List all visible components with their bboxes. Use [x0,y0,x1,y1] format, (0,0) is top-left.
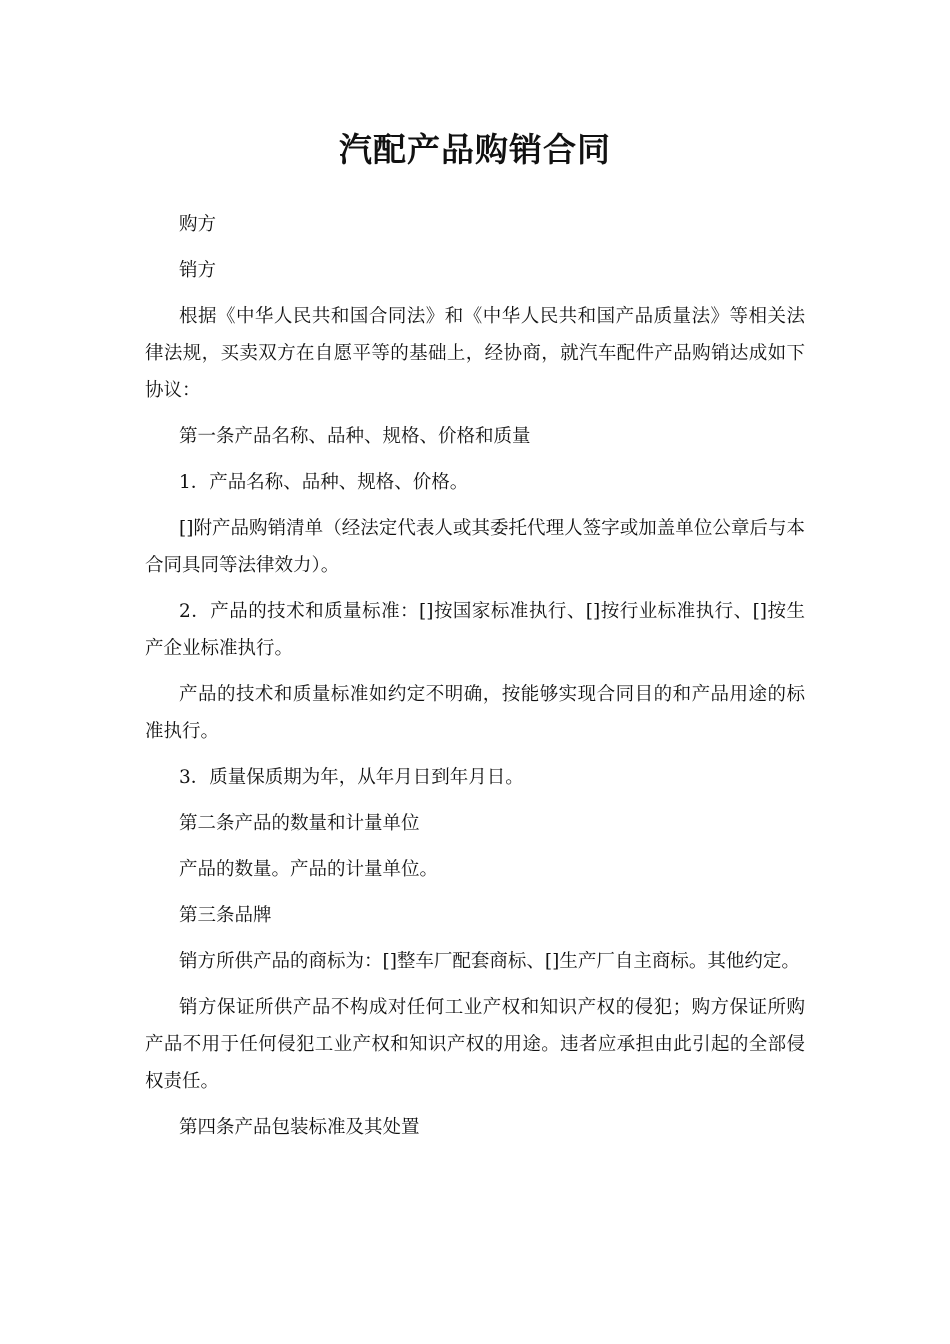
article-3-ip: 销方保证所供产品不构成对任何工业产权和知识产权的侵犯；购方保证所购产品不用于任何侵犯工业产权和知识产权的用途。违者应承担由此引起的全部侵权责任。 [145,997,805,1092]
preamble-paragraph: 根据《中华人民共和国合同法》和《中华人民共和国产品质量法》等相关法律法规，买卖双方在自愿平等的基础上，经协商，就汽车配件产品购销达成如下协议： [145,306,805,401]
article-2-body: 产品的数量。产品的计量单位。 [179,859,439,880]
article-2-heading: 第二条产品的数量和计量单位 [179,813,420,834]
article-3-heading: 第三条品牌 [179,905,272,926]
buyer-line: 购方 [179,214,217,235]
clause-1-1-detail: []附产品购销清单（经法定代表人或其委托代理人签字或加盖单位公章后与本合同具同等法律效力）。 [145,518,805,576]
document-title: 汽配产品购销合同 [339,130,611,169]
clause-1-2: 2．产品的技术和质量标准：[]按国家标准执行、[]按行业标准执行、[]按生产企业标准执行。 [145,601,805,659]
document-body [145,206,805,1155]
clause-1-3: 3．质量保质期为年，从年月日到年月日。 [179,767,524,788]
article-3-trademark: 销方所供产品的商标为：[]整车厂配套商标、[]生产厂自主商标。其他约定。 [179,951,800,972]
seller-line: 销方 [179,260,217,281]
article-4-heading: 第四条产品包装标准及其处置 [179,1117,420,1138]
article-1-heading: 第一条产品名称、品种、规格、价格和质量 [179,426,531,447]
clause-1-2-detail: 产品的技术和质量标准如约定不明确，按能够实现合同目的和产品用途的标准执行。 [145,684,805,742]
clause-1-1: 1．产品名称、品种、规格、价格。 [179,472,469,493]
